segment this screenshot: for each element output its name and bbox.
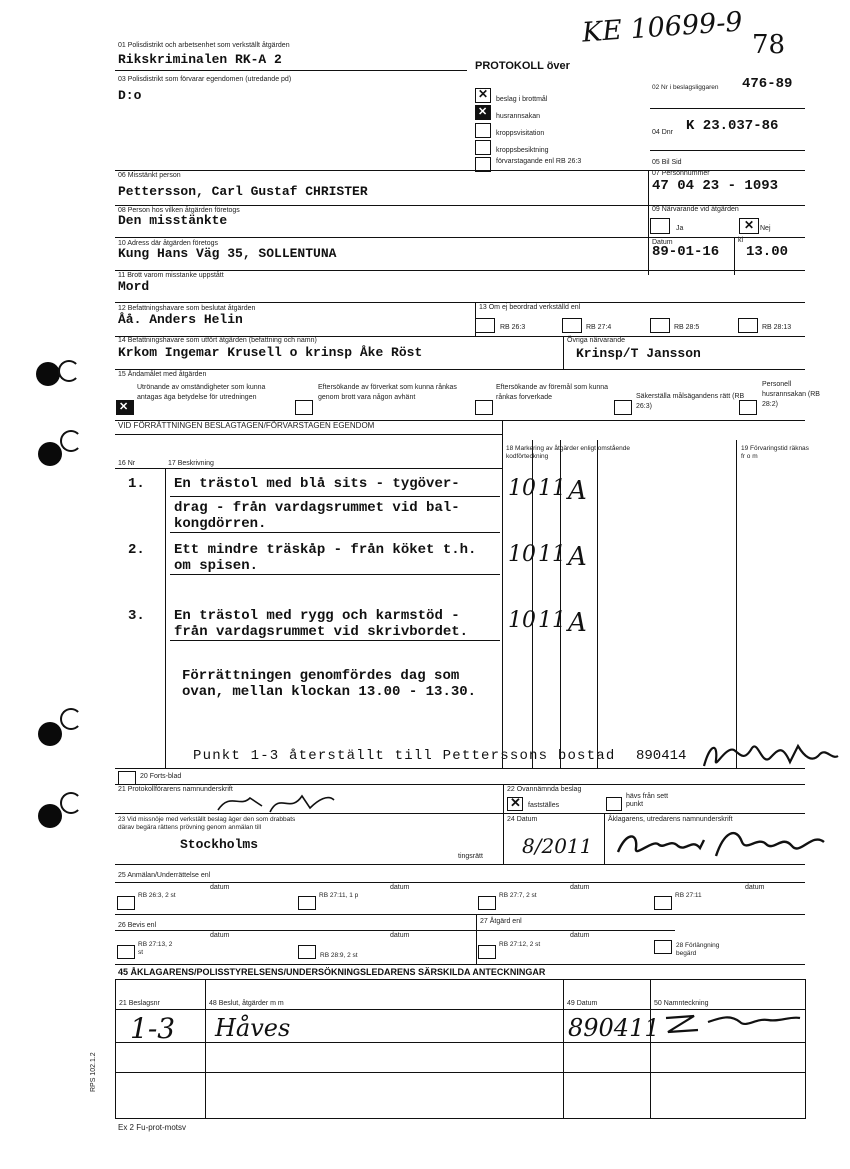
label-06: 06 Misstänkt person bbox=[118, 172, 181, 179]
signature-aklagare bbox=[612, 822, 832, 864]
label-08: 08 Person hos vilken åtgärden företogs bbox=[118, 207, 240, 214]
label-10: 10 Adress där åtgärden företogs bbox=[118, 240, 219, 247]
item-2-hw: A bbox=[568, 542, 587, 572]
rb26-label: RB 27:13, 2 st bbox=[138, 941, 173, 956]
item-3-nr: 3. bbox=[128, 608, 145, 624]
checkbox-rb27-11[interactable] bbox=[654, 896, 672, 910]
rb25-label: RB 26:3, 2 st bbox=[138, 892, 176, 899]
item-3-hw: A bbox=[568, 608, 587, 638]
label-19: 19 Förvaringstid räknas fr o m bbox=[741, 445, 809, 460]
option-label: husrannsakan bbox=[496, 113, 540, 120]
rb27-label: RB 27:12, 2 st bbox=[499, 941, 541, 948]
checkbox-rb26-3[interactable] bbox=[475, 318, 495, 333]
label-17: 17 Beskrivning bbox=[168, 460, 214, 467]
label-02: 02 Nr i beslagsliggaren bbox=[652, 84, 719, 91]
label-datum: datum bbox=[210, 884, 230, 891]
value-ovriga: Krinsp/T Jansson bbox=[576, 346, 701, 361]
option-label: kroppsbesiktning bbox=[496, 147, 549, 154]
page-number-handwritten: 78 bbox=[752, 30, 786, 60]
label-49: 49 Datum bbox=[567, 1000, 598, 1007]
label-24: 24 Datum bbox=[507, 816, 538, 823]
item-2-line: Ett mindre träskåp - från köket t.h. bbox=[174, 542, 477, 558]
checkbox-purpose-5[interactable] bbox=[739, 400, 757, 415]
checkbox-haves[interactable] bbox=[606, 797, 622, 811]
label-23: 23 Vid missnöje med verkställt beslag äger den som drabbats därav begära rättens prövning genom anmälan till bbox=[118, 816, 296, 831]
value-03: D:o bbox=[118, 88, 142, 103]
label-20: 20 Forts-blad bbox=[140, 773, 182, 780]
checkbox-purpose-2[interactable] bbox=[295, 400, 313, 415]
item-2-hw: 11 bbox=[538, 542, 566, 567]
label-07: 07 Personnummer bbox=[652, 170, 710, 177]
value-24: 8/2011 bbox=[522, 834, 593, 858]
value-06: Pettersson, Carl Gustaf CHRISTER bbox=[118, 184, 368, 199]
value-kl: 13.00 bbox=[746, 244, 789, 260]
checkbox-purpose-3[interactable] bbox=[475, 400, 493, 415]
item-1-nr: 1. bbox=[128, 476, 145, 492]
punch-hole bbox=[38, 722, 62, 746]
checkbox-rb26-3-2st[interactable] bbox=[117, 896, 135, 910]
footer-text: Ex 2 Fu-prot-motsv bbox=[118, 1123, 187, 1132]
label-kl: kl bbox=[738, 237, 744, 244]
purpose-label: Personell husrannsakan (RB 28:2) bbox=[762, 381, 820, 408]
label-48: 48 Beslut, åtgärder m m bbox=[209, 1000, 284, 1007]
value-02: 476-89 bbox=[742, 76, 793, 92]
label-tingsratt: tingsrätt bbox=[458, 853, 483, 860]
option-label: förvarstagande enl RB 26:3 bbox=[496, 158, 582, 165]
item-1-line: kongdörren. bbox=[174, 516, 267, 532]
punch-hole-ring bbox=[60, 430, 82, 452]
form-code: RPS 102.1.2 bbox=[90, 1052, 97, 1092]
label-21: 21 Protokollförarens namnunderskrift bbox=[118, 786, 233, 793]
label-01: 01 Polisdistrikt och arbetsenhet som verkställt åtgärden bbox=[118, 42, 290, 49]
checkbox-ja[interactable] bbox=[650, 218, 670, 234]
checkbox-kroppsvisitation[interactable] bbox=[475, 123, 491, 138]
checkbox-rb27-12-2st[interactable] bbox=[478, 945, 496, 959]
rb25-label: RB 27:7, 2 st bbox=[499, 892, 537, 899]
label-faststalles: fastställes bbox=[528, 802, 560, 809]
item-1-hw: 10 bbox=[508, 476, 536, 501]
notes-title: 45 ÅKLAGARENS/POLISSTYRELSENS/UNDERSÖKNINGSLEDARENS SÄRSKILDA ANTECKNINGAR bbox=[118, 967, 546, 977]
label-03: 03 Polisdistrikt som förvarar egendomen (utredande pd) bbox=[118, 76, 292, 83]
label-nej: Nej bbox=[760, 225, 771, 232]
label-ovriga: Övriga närvarande bbox=[567, 337, 625, 344]
item-3-line: från vardagsrummet vid skrivbordet. bbox=[174, 624, 469, 640]
rb25-label: RB 27:11 bbox=[675, 892, 702, 899]
checkbox-rb28-13[interactable] bbox=[738, 318, 758, 333]
rb25-label: RB 27:11, 1 p bbox=[319, 892, 359, 899]
label-05: 05 Bil Sid bbox=[652, 159, 682, 166]
label-datum: datum bbox=[390, 932, 410, 939]
label-25: 25 Anmälan/Underrättelse enl bbox=[118, 872, 211, 879]
label-26: 26 Bevis enl bbox=[118, 922, 157, 929]
signature-stamp bbox=[700, 736, 840, 772]
procedure-note: Förrättningen genomfördes dag som bbox=[182, 668, 460, 684]
rb13-label: RB 28:13 bbox=[762, 324, 792, 331]
purpose-label: Eftersökande av förverkat som kunna rånkas genom brott vara någon avhänt bbox=[318, 384, 457, 401]
checkbox-beslag[interactable]: ✕ bbox=[475, 88, 491, 103]
label-datum: Datum bbox=[652, 239, 673, 246]
value-12: Åå. Anders Helin bbox=[118, 312, 243, 327]
checkbox-rb28-9-2st[interactable] bbox=[298, 945, 316, 959]
label-ja: Ja bbox=[676, 225, 684, 232]
checkbox-kroppsbesiktning[interactable] bbox=[475, 140, 491, 155]
rb13-label: RB 26:3 bbox=[500, 324, 526, 331]
checkbox-purpose-4[interactable] bbox=[614, 400, 632, 415]
signature-50 bbox=[660, 1008, 810, 1038]
label-14: 14 Befattningshavare som utfört åtgärden (befattning och namn) bbox=[118, 337, 317, 344]
item-3-hw: 10 bbox=[508, 608, 536, 633]
checkbox-faststalles[interactable]: ✕ bbox=[507, 797, 523, 811]
restored-stamp: Punkt 1-3 återställt till Petterssons bostad bbox=[193, 748, 616, 764]
item-3-hw: 11 bbox=[538, 608, 566, 633]
beslagsnr-handwritten: 1-3 bbox=[130, 1012, 176, 1045]
item-1-hw: 11 bbox=[538, 476, 566, 501]
label-09: 09 Närvarande vid åtgärden bbox=[652, 206, 739, 213]
checkbox-forlangning[interactable] bbox=[654, 940, 672, 954]
value-04: K 23.037-86 bbox=[686, 118, 779, 134]
restored-stamp-date: 890414 bbox=[636, 748, 687, 764]
label-50: 50 Namnteckning bbox=[654, 1000, 709, 1007]
rb26-label: RB 28:9, 2 st bbox=[320, 952, 358, 959]
punch-hole-ring bbox=[60, 792, 82, 814]
purpose-label: Säkerställa målsägandens rätt (RB 26:3) bbox=[636, 393, 745, 410]
value-14: Krkom Ingemar Krusell o krinsp Åke Röst bbox=[118, 345, 423, 360]
label-beslagsnr: 21 Beslagsnr bbox=[119, 1000, 160, 1007]
label-22: 22 Ovannämnda beslag bbox=[507, 786, 582, 793]
item-2-hw: 10 bbox=[508, 542, 536, 567]
case-reference-handwritten: KE 10699-9 bbox=[581, 6, 744, 49]
label-haves: hävs från sett punkt bbox=[626, 793, 669, 808]
rb13-label: RB 27:4 bbox=[586, 324, 612, 331]
checkbox-rb27-13-2st[interactable] bbox=[117, 945, 135, 959]
label-datum: datum bbox=[390, 884, 410, 891]
option-label: beslag i brottmål bbox=[496, 96, 548, 103]
decision-date-handwritten: 890411 bbox=[568, 1014, 660, 1042]
decision-handwritten: Håves bbox=[215, 1014, 291, 1042]
checkbox-nej[interactable]: ✕ bbox=[739, 218, 759, 234]
item-1-line: En trästol med blå sits - tygöver- bbox=[174, 476, 460, 492]
label-27: 27 Åtgärd enl bbox=[480, 918, 522, 925]
label-11: 11 Brott varom misstanke uppstått bbox=[118, 272, 224, 279]
option-label: kroppsvisitation bbox=[496, 130, 545, 137]
value-10: Kung Hans Väg 35, SOLLENTUNA bbox=[118, 246, 337, 261]
items-section-title: VID FÖRRÄTTNINGEN BESLAGTAGEN/FÖRVARSTAGEN EGENDOM bbox=[118, 421, 375, 430]
item-1-line: drag - från vardagsrummet vid bal- bbox=[174, 500, 460, 516]
label-18: 18 Markering av åtgärder enligt omstående kodförteckning bbox=[506, 445, 630, 460]
item-1-hw: A bbox=[568, 476, 587, 506]
signature-21 bbox=[210, 786, 340, 816]
label-04: 04 Dnr bbox=[652, 129, 674, 136]
label-datum: datum bbox=[745, 884, 765, 891]
value-08: Den misstänkte bbox=[118, 213, 228, 228]
procedure-note: ovan, mellan klockan 13.00 - 13.30. bbox=[182, 684, 477, 700]
protokoll-title: PROTOKOLL över bbox=[475, 60, 570, 72]
item-2-nr: 2. bbox=[128, 542, 145, 558]
value-23: Stockholms bbox=[180, 837, 259, 852]
checkbox-rb27-11-1p[interactable] bbox=[298, 896, 316, 910]
rb13-label: RB 28:5 bbox=[674, 324, 700, 331]
checkbox-forts-blad[interactable] bbox=[118, 771, 136, 785]
label-15: 15 Ändamålet med åtgärden bbox=[118, 371, 207, 378]
purpose-label: Eftersökande av föremål som kunna rånkas forverkade bbox=[496, 384, 609, 401]
punch-hole-ring bbox=[60, 708, 82, 730]
label-datum: datum bbox=[570, 884, 590, 891]
checkbox-purpose-1[interactable]: ✕ bbox=[116, 400, 134, 415]
checkbox-rb27-4[interactable] bbox=[562, 318, 582, 333]
punch-hole bbox=[38, 804, 62, 828]
checkbox-husrannsakan[interactable]: ✕ bbox=[475, 105, 491, 120]
punch-hole bbox=[38, 442, 62, 466]
value-07: 47 04 23 - 1093 bbox=[652, 178, 779, 194]
value-datum: 89-01-16 bbox=[652, 244, 720, 260]
punch-hole-ring bbox=[58, 360, 80, 382]
label-13: 13 Om ej beordrad verkställd enl bbox=[479, 304, 581, 311]
label-datum: datum bbox=[570, 932, 590, 939]
label-16: 16 Nr bbox=[118, 460, 136, 467]
label-12: 12 Befattningshavare som beslutat åtgärden bbox=[118, 305, 256, 312]
label-aklagare: Åklagarens, utredarens namnunderskrift bbox=[608, 816, 733, 823]
checkbox-rb27-7-2st[interactable] bbox=[478, 896, 496, 910]
checkbox-rb28-5[interactable] bbox=[650, 318, 670, 333]
item-3-line: En trästol med rygg och karmstöd - bbox=[174, 608, 460, 624]
label-datum: datum bbox=[210, 932, 230, 939]
value-11: Mord bbox=[118, 279, 150, 294]
value-01: Rikskriminalen RK-A 2 bbox=[118, 52, 282, 67]
label-28: 28 Förlängning begärd bbox=[676, 942, 720, 957]
item-2-line: om spisen. bbox=[174, 558, 259, 574]
purpose-label: Utrönande av omständigheter som kunna antagas äga betydelse för utredningen bbox=[137, 384, 266, 401]
punch-hole bbox=[36, 362, 60, 386]
